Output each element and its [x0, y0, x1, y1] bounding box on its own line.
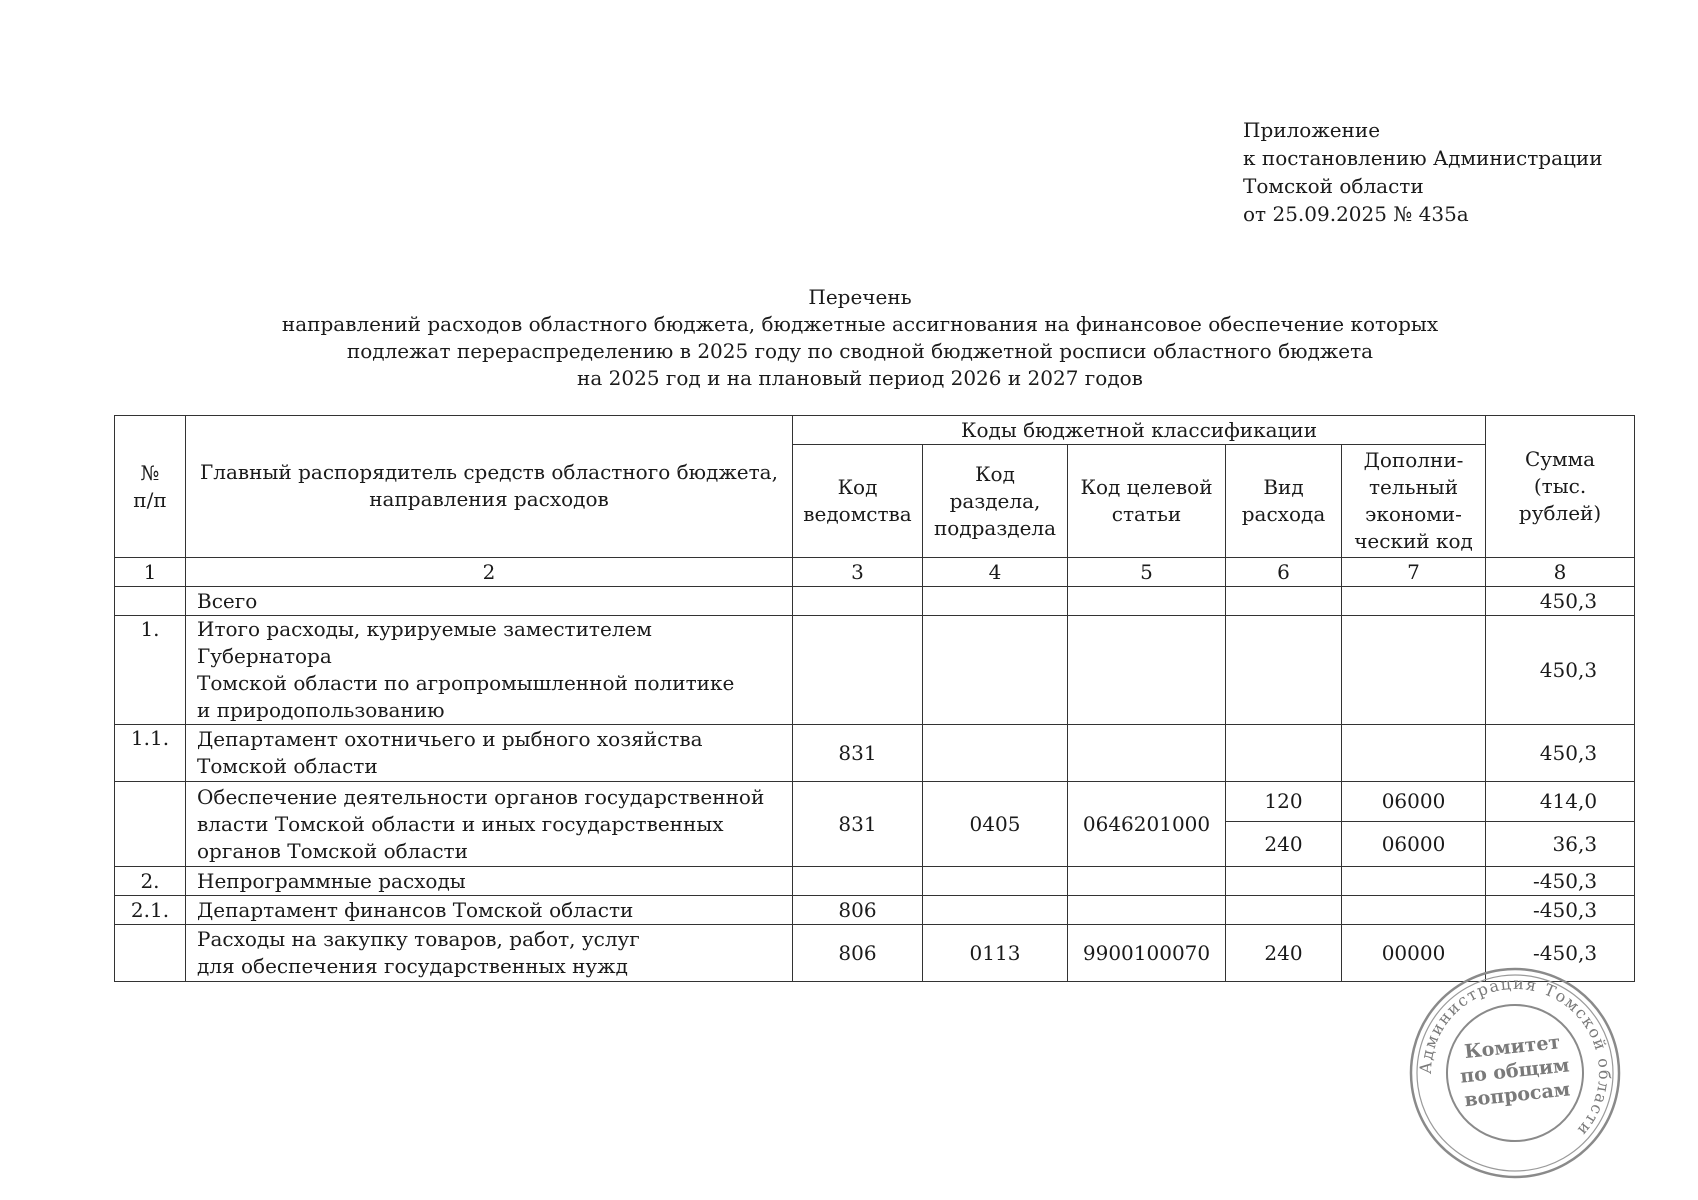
- table-row: [115, 867, 1635, 896]
- table-row: [115, 725, 1635, 782]
- appendix-block: [1243, 116, 1683, 228]
- title-line: на 2025 год и на плановый период 2026 и 2027 годов: [577, 366, 1143, 390]
- dept-code: [793, 616, 923, 725]
- extra-code: [1342, 587, 1486, 616]
- row-name: Департамент финансов Томской области: [186, 896, 793, 925]
- row-number: 2.1.: [115, 896, 186, 925]
- row-name: Департамент охотничьего и рыбного хозяйства Томской области: [186, 725, 793, 782]
- row-number: [115, 925, 186, 982]
- extra-code: [1342, 616, 1486, 725]
- appendix-line: Приложение: [1243, 118, 1381, 142]
- expense-type: [1226, 725, 1342, 782]
- target-code: [1068, 587, 1226, 616]
- header-section-code: Код раздела, подраздела: [923, 445, 1068, 558]
- column-numbers-row: [115, 558, 1635, 587]
- header-expense-type: Вид расхода: [1226, 445, 1342, 558]
- row-number: 1.: [115, 616, 186, 725]
- title-line: подлежат перераспределению в 2025 году по сводной бюджетной росписи областного бюджета: [346, 339, 1374, 363]
- row-number: [115, 587, 186, 616]
- table-row: [115, 616, 1635, 725]
- section-code: [923, 616, 1068, 725]
- column-number: 5: [1068, 558, 1226, 587]
- expense-type: 240: [1226, 822, 1342, 867]
- dept-code: 831: [793, 725, 923, 782]
- header-sum: Сумма (тыс. рублей): [1486, 416, 1635, 558]
- row-name: Расходы на закупку товаров, работ, услуг для обеспечения государственных нужд: [186, 925, 793, 982]
- extra-code: 06000: [1342, 782, 1486, 822]
- extra-code: 00000: [1342, 925, 1486, 982]
- sum-value: 36,3: [1486, 822, 1635, 867]
- target-code: [1068, 867, 1226, 896]
- budget-table: [114, 415, 1635, 982]
- column-number: 3: [793, 558, 923, 587]
- table-row: [115, 587, 1635, 616]
- column-number: 2: [186, 558, 793, 587]
- target-code: [1068, 725, 1226, 782]
- row-name: Итого расходы, курируемые заместителем Губернатора Томской области по агропромышленной политике и природопользованию: [186, 616, 793, 725]
- row-name: Непрограммные расходы: [186, 867, 793, 896]
- target-code: 9900100070: [1068, 925, 1226, 982]
- section-code: [923, 587, 1068, 616]
- column-number: 8: [1486, 558, 1635, 587]
- appendix-line: к постановлению Администрации: [1243, 146, 1603, 170]
- sum-value: 450,3: [1486, 587, 1635, 616]
- appendix-line: Томской области: [1243, 174, 1424, 198]
- stamp-center-line: по общим: [1459, 1054, 1571, 1088]
- dept-code: [793, 867, 923, 896]
- stamp-center-line: Комитет: [1463, 1031, 1562, 1064]
- sum-value: -450,3: [1486, 925, 1635, 982]
- dept-code: 831: [793, 782, 923, 867]
- dept-code: 806: [793, 925, 923, 982]
- expense-type: 120: [1226, 782, 1342, 822]
- title-line: направлений расходов областного бюджета, бюджетные ассигнования на финансовое обеспечение которых: [281, 312, 1439, 336]
- official-stamp: [1405, 963, 1625, 1183]
- sum-value: 414,0: [1486, 782, 1635, 822]
- sum-value: 450,3: [1486, 725, 1635, 782]
- sum-value: -450,3: [1486, 896, 1635, 925]
- row-number: 1.1.: [115, 725, 186, 782]
- header-target-code: Код целевой статьи: [1068, 445, 1226, 558]
- extra-code: [1342, 725, 1486, 782]
- row-name: Всего: [186, 587, 793, 616]
- section-code: 0113: [923, 925, 1068, 982]
- header-number: № п/п: [115, 416, 186, 558]
- dept-code: [793, 587, 923, 616]
- header-extra-code: Дополни- тельный экономи- ческий код: [1342, 445, 1486, 558]
- section-code: [923, 725, 1068, 782]
- appendix-date-number: от 25.09.2025 № 435а: [1243, 202, 1469, 226]
- section-code: 0405: [923, 782, 1068, 867]
- section-code: [923, 867, 1068, 896]
- expense-type: [1226, 616, 1342, 725]
- extra-code: [1342, 896, 1486, 925]
- header-codes-group: Коды бюджетной классификации: [793, 416, 1486, 445]
- header-main: Главный распорядитель средств областного бюджета, направления расходов: [186, 416, 793, 558]
- expense-type: 240: [1226, 925, 1342, 982]
- target-code: 0646201000: [1068, 782, 1226, 867]
- column-number: 4: [923, 558, 1068, 587]
- document-title: [160, 284, 1560, 392]
- table-row: [115, 896, 1635, 925]
- target-code: [1068, 616, 1226, 725]
- header-dept-code: Код ведомства: [793, 445, 923, 558]
- extra-code: 06000: [1342, 822, 1486, 867]
- title-line: Перечень: [808, 285, 912, 309]
- sum-value: 450,3: [1486, 616, 1635, 725]
- row-number: [115, 782, 186, 867]
- section-code: [923, 896, 1068, 925]
- column-number: 7: [1342, 558, 1486, 587]
- table-row: [115, 782, 1635, 822]
- stamp-ring-text: Администрация Томской области: [1415, 973, 1615, 1141]
- sum-value: -450,3: [1486, 867, 1635, 896]
- expense-type: [1226, 896, 1342, 925]
- row-name: Обеспечение деятельности органов государственной власти Томской области и иных государственных органов Томской области: [186, 782, 793, 867]
- column-number: 1: [115, 558, 186, 587]
- row-number: 2.: [115, 867, 186, 896]
- stamp-center-line: вопросам: [1463, 1078, 1572, 1112]
- expense-type: [1226, 867, 1342, 896]
- column-number: 6: [1226, 558, 1342, 587]
- dept-code: 806: [793, 896, 923, 925]
- extra-code: [1342, 867, 1486, 896]
- target-code: [1068, 896, 1226, 925]
- expense-type: [1226, 587, 1342, 616]
